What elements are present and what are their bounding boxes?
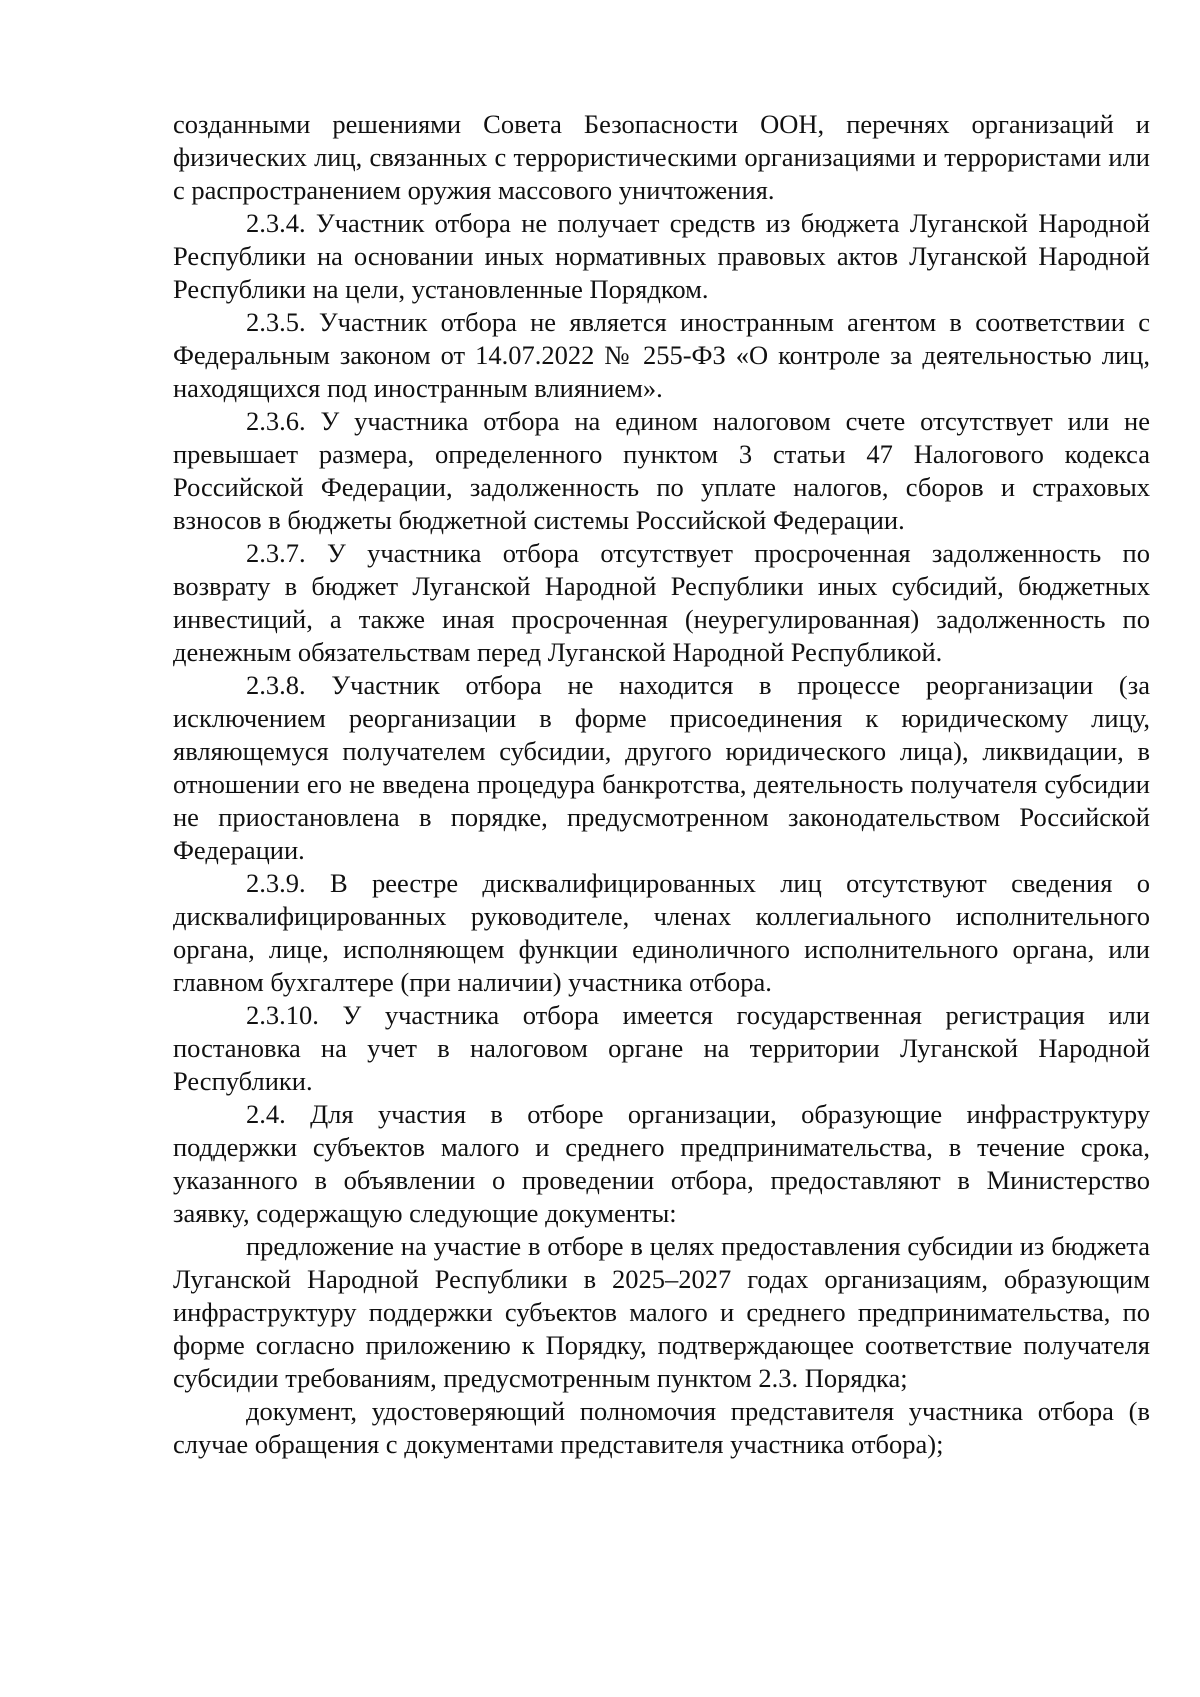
paragraph-2-3-5: 2.3.5. Участник отбора не является иностранным агентом в соответствии с Федеральным законом от 14.07.2022 № 255-ФЗ «О контроле за деятельностью лиц, находящихся под иностранным влиянием». xyxy=(173,307,1150,403)
paragraph-2-3-8: 2.3.8. Участник отбора не находится в процессе реорганизации (за исключением реорганизации в форме присоединения к юридическому лицу, являющемуся получателем субсидии, другого юридического лица), ликвидации, в отношении его не введена процедура банкротства, деятельность получателя субсидии не приостановлена в порядке, предусмотренном законодательством Российской Федерации. xyxy=(173,670,1150,865)
paragraph-continuation: созданными решениями Совета Безопасности ООН, перечнях организаций и физических лиц, связанных с террористическими организациями и террористами или с распространением оружия массового уничтожения. xyxy=(173,109,1150,205)
paragraph-2-3-10: 2.3.10. У участника отбора имеется государственная регистрация или постановка на учет в налоговом органе на территории Луганской Народной Республики. xyxy=(173,1000,1150,1096)
paragraph-2-3-6: 2.3.6. У участника отбора на едином налоговом счете отсутствует или не превышает размера, определенного пунктом 3 статьи 47 Налогового кодекса Российской Федерации, задолженность по уплате налогов, сборов и страховых взносов в бюджеты бюджетной системы Российской Федерации. xyxy=(173,406,1150,535)
document-page xyxy=(173,108,1150,1461)
paragraph-2-4: 2.4. Для участия в отборе организации, образующие инфраструктуру поддержки субъектов малого и среднего предпринимательства, в течение срока, указанного в объявлении о проведении отбора, предоставляют в Министерство заявку, содержащую следующие документы: xyxy=(173,1099,1150,1228)
paragraph-proposal: предложение на участие в отборе в целях предоставления субсидии из бюджета Луганской Народной Республики в 2025–2027 годах организациям, образующим инфраструктуру поддержки субъектов малого и среднего предпринимательства, по форме согласно приложению к Порядку, подтверждающее соответствие получателя субсидии требованиям, предусмотренным пунктом 2.3. Порядка; xyxy=(173,1231,1150,1393)
paragraph-authority-document: документ, удостоверяющий полномочия представителя участника отбора (в случае обращения с документами представителя участника отбора); xyxy=(173,1396,1150,1459)
paragraph-2-3-7: 2.3.7. У участника отбора отсутствует просроченная задолженность по возврату в бюджет Луганской Народной Республики иных субсидий, бюджетных инвестиций, а также иная просроченная (неурегулированная) задолженность по денежным обязательствам перед Луганской Народной Республикой. xyxy=(173,538,1150,667)
paragraph-2-3-4: 2.3.4. Участник отбора не получает средств из бюджета Луганской Народной Республики на основании иных нормативных правовых актов Луганской Народной Республики на цели, установленные Порядком. xyxy=(173,208,1150,304)
paragraph-2-3-9: 2.3.9. В реестре дисквалифицированных лиц отсутствуют сведения о дисквалифицированных руководителе, членах коллегиального исполнительного органа, лице, исполняющем функции единоличного исполнительного органа, или главном бухгалтере (при наличии) участника отбора. xyxy=(173,868,1150,997)
